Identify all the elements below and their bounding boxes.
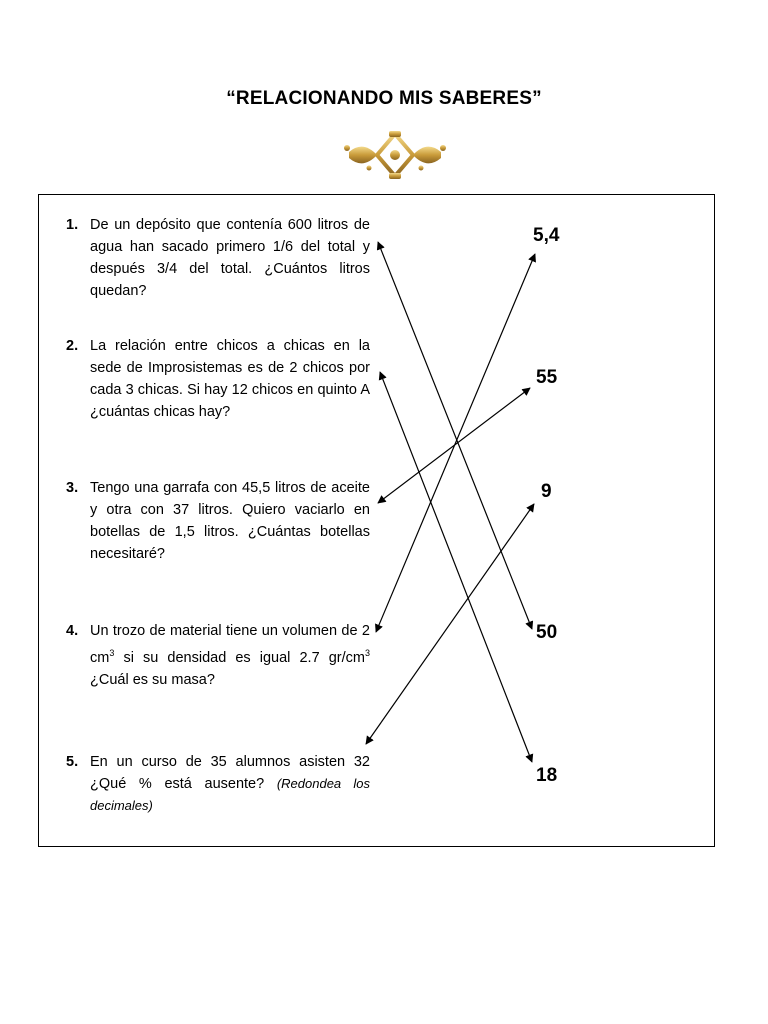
question-text: Un trozo de material tiene un volumen de 2 $cm^3$ si su densidad es igual 2.7 $gr/cm^3$ ¿Cuál es su masa? [90,623,370,688]
question-number: 3. [66,480,79,496]
answer-50: 50 [536,622,558,643]
answer-18: 18 [536,765,558,786]
page-title: “RELACIONANDO MIS SABERES” [226,88,542,109]
question-text: La relación entre chicos a chicas en la sede de Improsistemas es de 2 chicos por cada 3 chicas. Si hay 12 chicos en quinto A ¿cuántas chicas hay? [90,338,370,420]
question-number: 5. [66,754,79,770]
question-number: 2. [66,338,79,354]
question-note: (Redondea los decimales) [90,776,371,813]
question-number: 4. [66,623,79,639]
answer-5-4: 5,4 [533,225,560,246]
question-number: 1. [66,217,79,233]
question-text: De un depósito que contenía 600 litros de agua han sacado primero 1/6 del total y después 3/4 del total. ¿Cuántos litros quedan? [90,217,370,299]
question-text: En un curso de 35 alumnos asisten 32 ¿Qué % está ausente? (Redondea los decimales) [90,754,371,813]
match-line-5-9 [366,504,534,744]
question-text: Tengo una garrafa con 45,5 litros de aceite y otra con 37 litros. Quiero vaciarlo en botellas de 1,5 litros. ¿Cuántas botellas necesitaré? [90,480,370,562]
answer-55: 55 [536,367,558,388]
answer-9: 9 [541,481,552,502]
